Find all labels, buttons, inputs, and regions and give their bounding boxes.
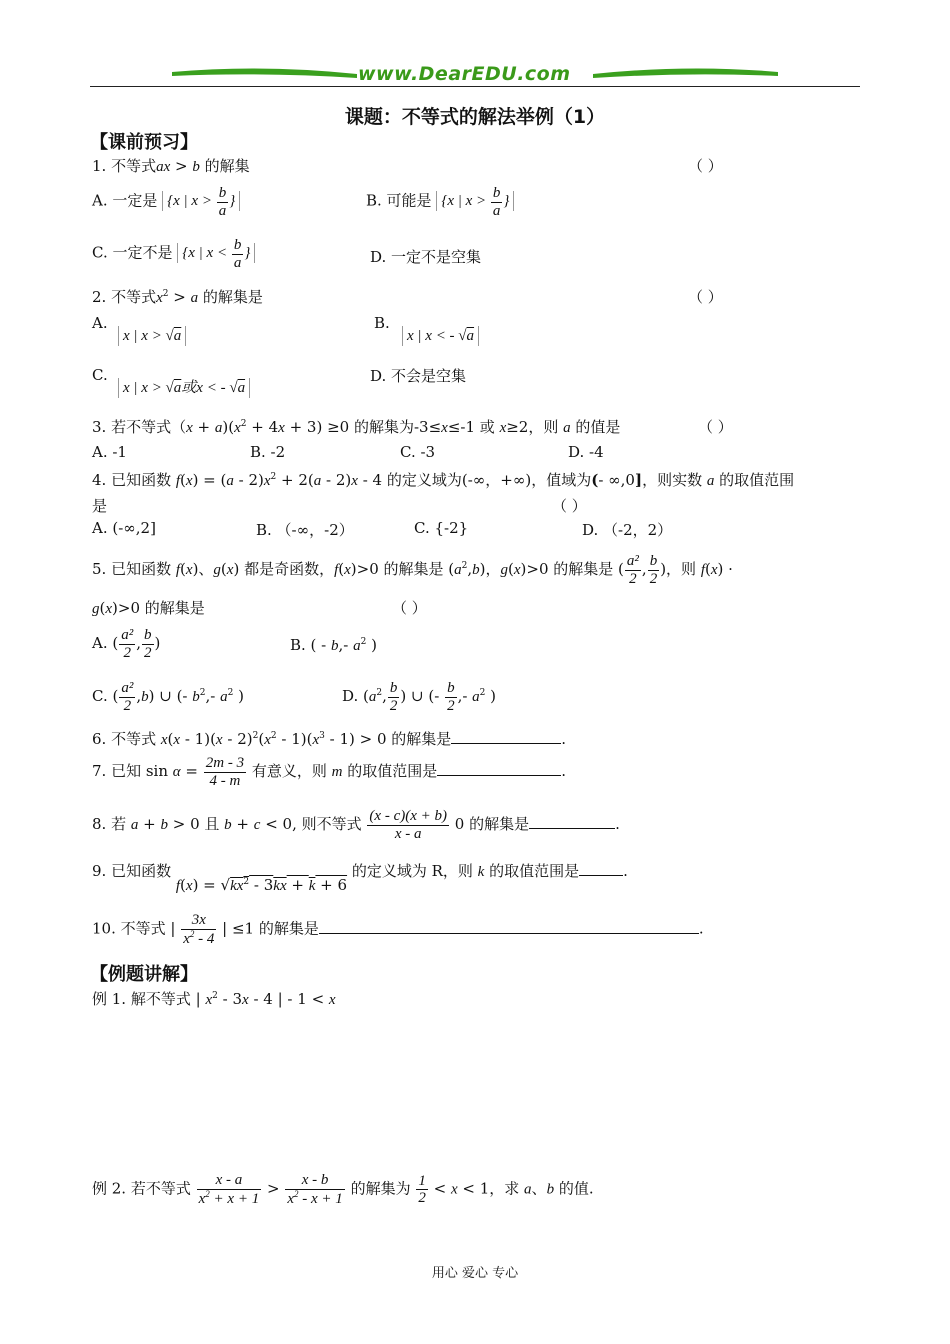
q9-stem: 9. 已知函数 $f(x) = √kx^2 - 3kx + k + 6$ 的定义域为 R，则 k 的取值范围是 .: [92, 862, 628, 894]
q7-stem: 7. 已知 sin α = $\frac{2m - 3}{4 - m}$ 有意义，则 m 的取值范围是 .: [92, 755, 567, 789]
q1-option-d: D. 一定不是空集: [370, 248, 482, 266]
q6-stem: 6. 不等式 $x(x - 1)(x - 2)^2(x^2 - 1)(x^3 - 1) > 0$ 的解集是 .: [92, 730, 567, 748]
q3-stem: 3. 若不等式$(x + a)(x^2 + 4x + 3) \ge 0$ 的解集为-3≤x≤-1 或 x≥2，则 a 的值是: [92, 418, 621, 436]
q3-option-b: B. -2: [250, 443, 286, 461]
header-rule: [90, 86, 860, 87]
q1-option-c: C. 一定不是 {x | x < $\frac{b}{a}$ }: [92, 237, 255, 271]
q2-option-c: x | x > √a或x < - √a: [118, 376, 250, 397]
logo-text: www.DearEDU.com: [358, 63, 571, 85]
section-heading-preview: 【课前预习】: [90, 132, 198, 153]
q4-option-b: B. （-∞，-2）: [256, 521, 354, 539]
page-title: 课题：不等式的解法举例（1）: [344, 106, 606, 128]
q2-option-c-label: C.: [92, 366, 108, 384]
q1-answer-paren: （ ）: [688, 157, 723, 175]
q5-answer-paren: （ ）: [392, 599, 427, 617]
example-2: 例 2. 若不等式 $\frac{x - a}{x^2 + x + 1}$ > $\frac{x - b}{x^2 - x + 1}$ 的解集为 $\frac{1}{2}$ < x < 1，求 a、b 的值.: [92, 1172, 594, 1207]
q3-option-a: A. -1: [92, 443, 127, 461]
q4-option-c: C. {-2}: [414, 519, 469, 537]
q10-stem: 10. 不等式 | $\frac{3x}{x^2 - 4}$ | ≤1 的解集是 .: [92, 912, 704, 947]
example-1: 例 1. 解不等式 | $x^2 - 3x - 4$ | - 1 < x: [92, 990, 336, 1008]
q2-answer-paren: （ ）: [688, 288, 723, 306]
q1-option-b: B. 可能是 {x | x > $\frac{b}{a}$ }: [366, 185, 514, 219]
q6-answer-blank[interactable]: [451, 729, 561, 744]
q2-option-a-label: A.: [92, 314, 108, 332]
q2-stem: 2. 不等式$x^2 > a$ 的解集是: [92, 288, 263, 306]
q3-answer-paren: （ ）: [698, 418, 733, 436]
q2-option-d: D. 不会是空集: [370, 367, 467, 385]
q9-answer-blank[interactable]: [579, 861, 623, 876]
q4-option-a: A. (-∞,2]: [92, 519, 156, 537]
q4-option-d: D. （-2，2）: [582, 521, 673, 539]
q2-option-b: x | x < - √a: [402, 326, 479, 345]
q1-stem: 1. 不等式ax > b 的解集: [92, 157, 250, 175]
q10-answer-blank[interactable]: [319, 919, 699, 934]
q2-option-b-label: B.: [374, 314, 390, 332]
q4-answer-paren: （ ）: [552, 497, 587, 515]
q3-option-c: C. -3: [400, 443, 436, 461]
q1-option-a: A. 一定是 {x | x > $\frac{b}{a}$ }: [92, 185, 240, 219]
q5-stem-cont: g(x)>0 的解集是: [92, 599, 205, 617]
section-heading-examples: 【例题讲解】: [90, 964, 198, 985]
q8-stem: 8. 若 a + b > 0 且 b + c < 0, 则不等式 $\frac{(x - c)(x + b)}{x - a}$ 0 的解集是 .: [92, 808, 620, 842]
q5-option-b: B. ( - b,- $a^2$ ): [290, 636, 377, 654]
q4-stem: 4. 已知函数 $f(x) = (a - 2)x^2 + 2(a - 2)x - 4$ 的定义域为(-∞，+∞)，值域为(- ∞,0]，则实数 a 的取值范围: [92, 471, 795, 489]
page-footer: 用心 爱心 专心: [431, 1266, 519, 1281]
q4-stem-cont: 是: [92, 497, 108, 515]
q5-option-d: D. ($a^2$, $\frac{b}{2}$ ) ∪ (- $\frac{b}{2}$ ,- $a^2$ ): [342, 680, 497, 714]
q7-answer-blank[interactable]: [437, 761, 561, 776]
q5-option-c: C. ( $\frac{\text{a²}}{2}$ ,b) ∪ (- $b^2,-$ $a^2$ ): [92, 680, 244, 714]
q3-option-d: D. -4: [568, 443, 604, 461]
q5-option-a: A. ( $\frac{\text{a²}}{2}$ , $\frac{b}{2}$ ): [92, 627, 161, 661]
q8-answer-blank[interactable]: [529, 814, 615, 829]
q2-option-a: x | x > √a: [118, 326, 186, 345]
q5-stem: 5. 已知函数 f(x)、g(x) 都是奇函数，f(x)>0 的解集是 $(a^2,b)$，g(x)>0 的解集是 ( $\frac{\text{a²}}{2}$ , $\frac{b}{2}$ )，则 f(x) ·: [92, 553, 733, 587]
